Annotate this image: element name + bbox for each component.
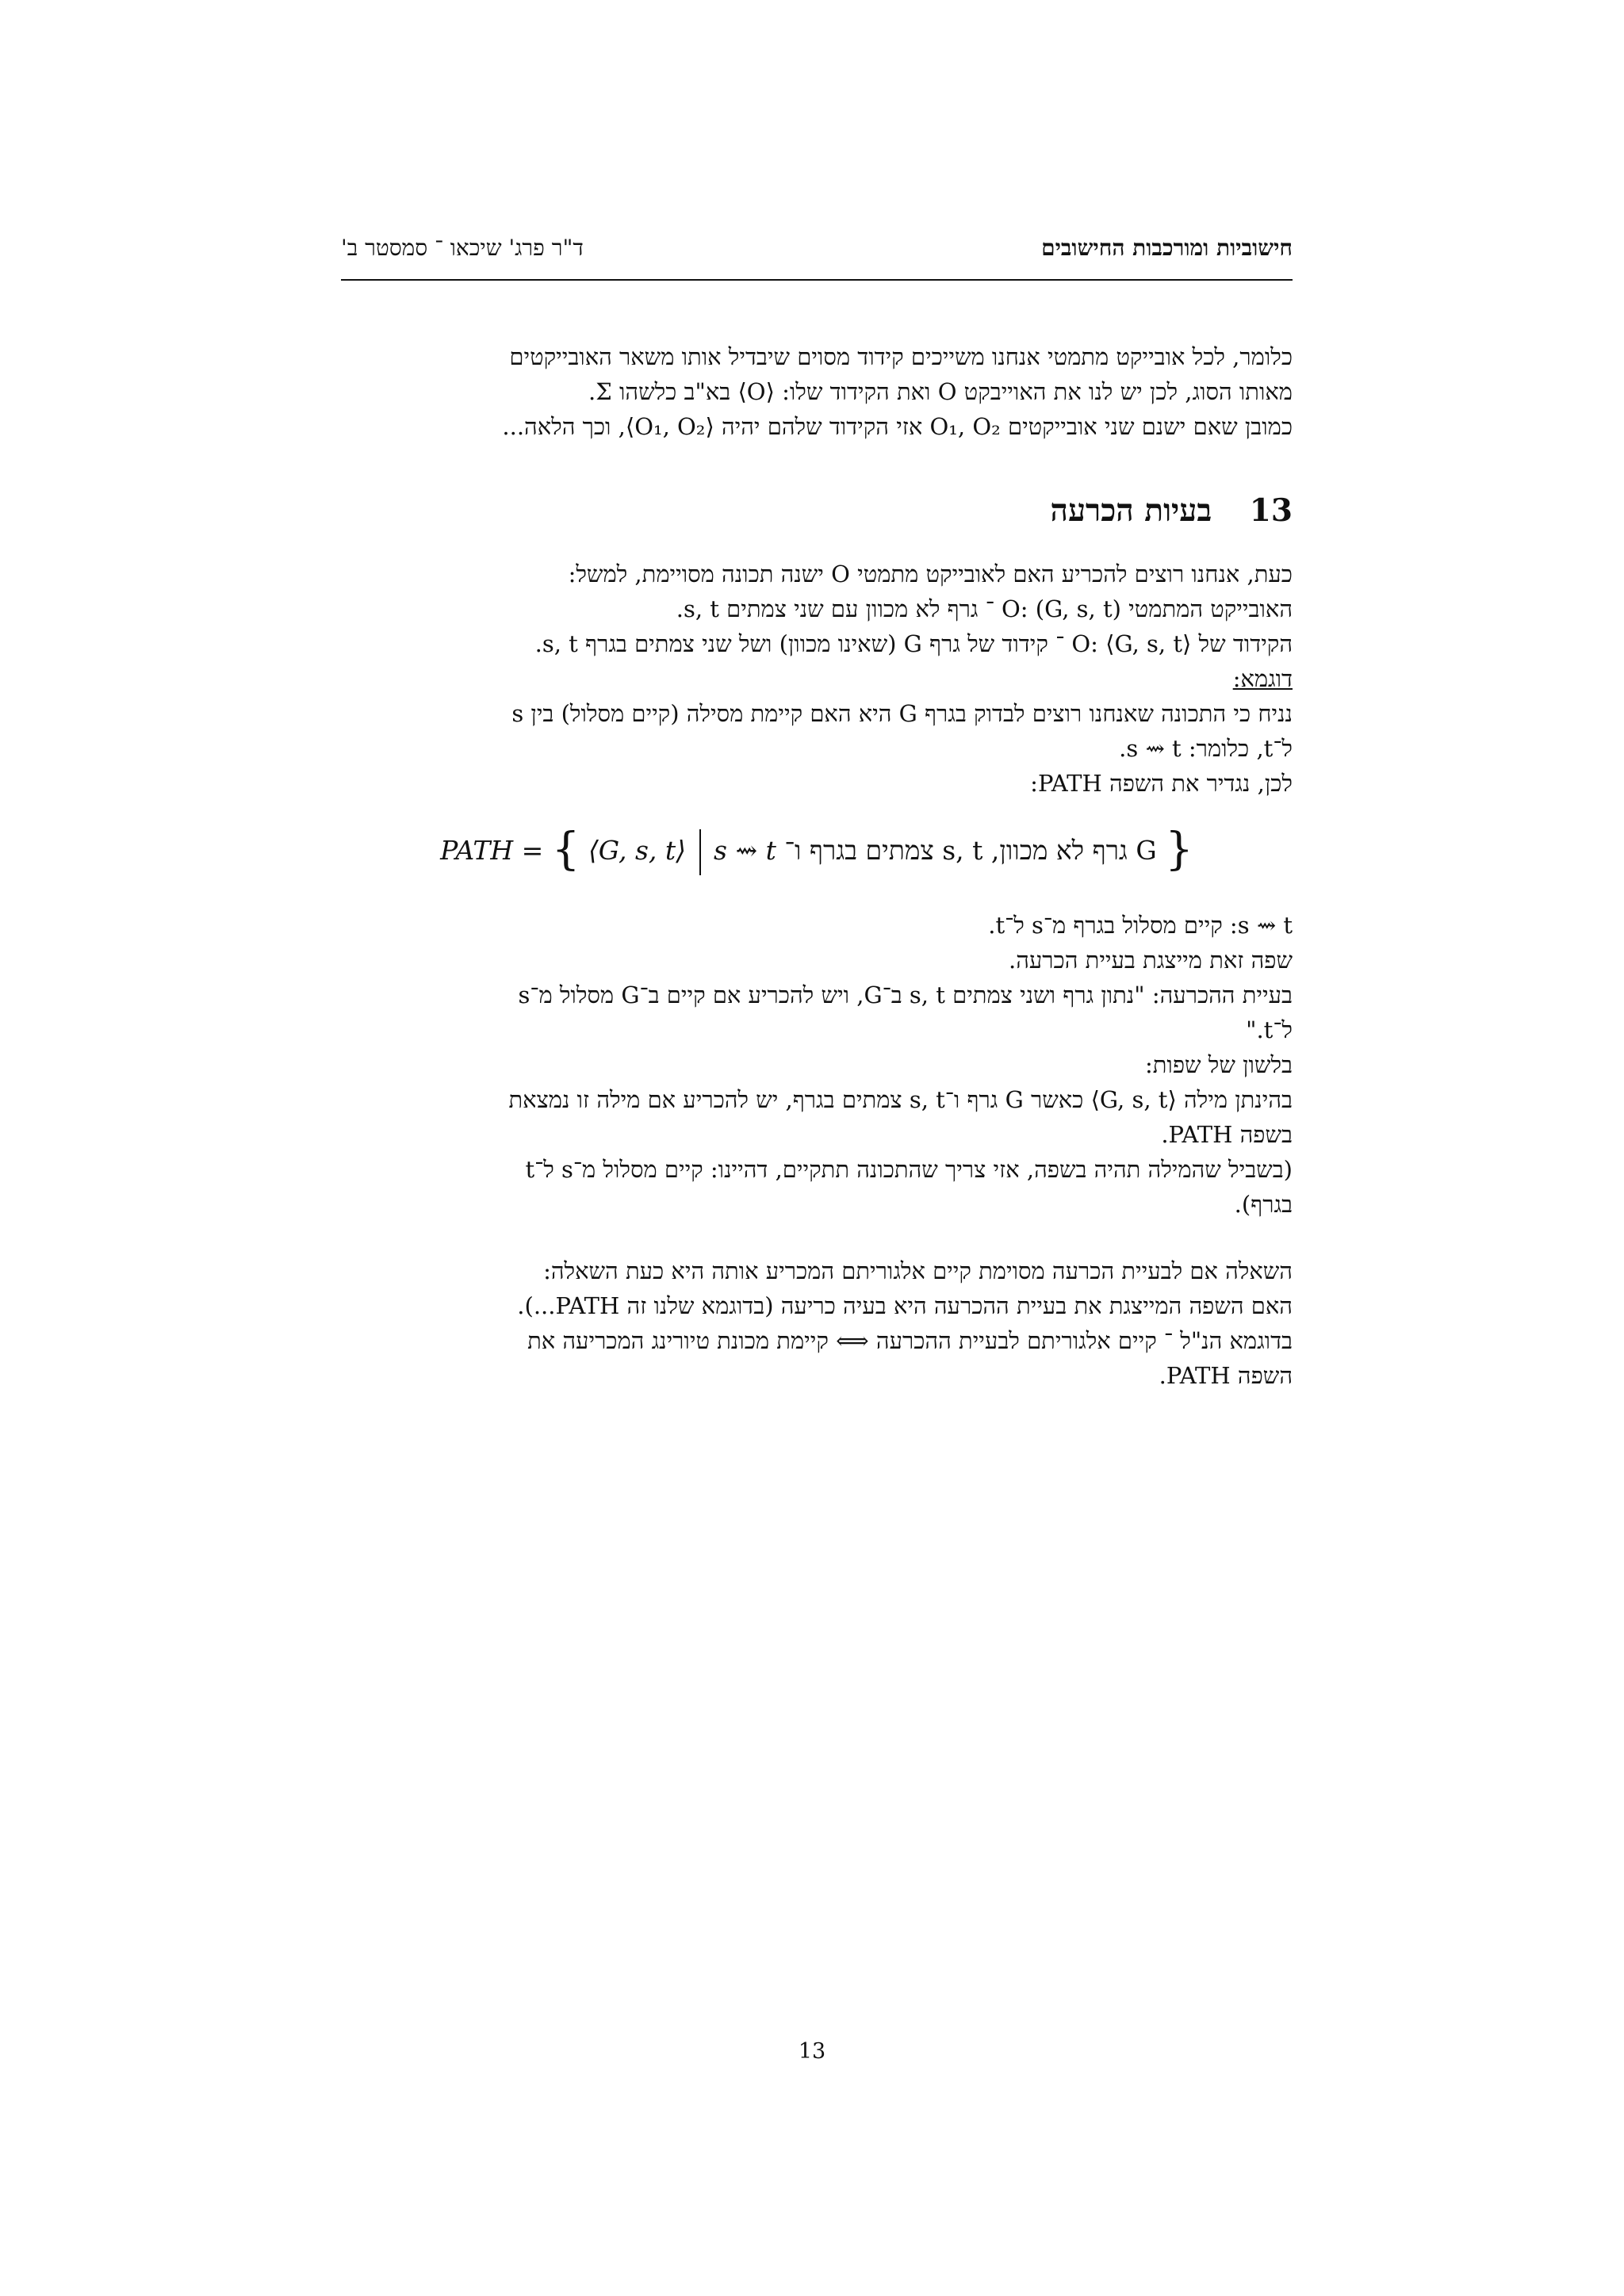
page-number: 13 [798, 2039, 826, 2064]
course-title: חישוביות ומורכבות החישובים [1041, 235, 1293, 261]
text-line: ל־t." [1246, 1016, 1293, 1043]
equation-close-brace: } [1165, 824, 1193, 875]
section-number: 13 [1249, 492, 1293, 529]
text-line: בשפה PATH. [1161, 1121, 1293, 1148]
text-line: הקידוד של O: ⟨G, s, t⟩ ־ קידוד של גרף G (שאינו מכוון) ושל שני צמתים בגרף s, t. [534, 630, 1293, 657]
text-line: s ⇝ t: קיים מסלול בגרף מ־s ל־t. [988, 912, 1293, 939]
text-line: בהינתן מילה ⟨G, s, t⟩ כאשר G גרף ו־s, t צמתים בגרף, יש להכריע אם מילה זו נמצאת [508, 1086, 1293, 1113]
equation-lhs: PATH = [440, 835, 552, 866]
explanation-paragraph [341, 908, 1293, 1222]
equation-separator [699, 829, 701, 875]
section-title: בעיות הכרעה [1050, 492, 1212, 529]
text-line: האובייקט המתמטי O: (G, s, t) ־ גרף לא מכוון עם שני צמתים s, t. [676, 595, 1293, 622]
page-content [341, 339, 1293, 1393]
text-line: בלשון של שפות: [1144, 1051, 1293, 1078]
text-line: (בשביל שהמילה תהיה בשפה, אזי צריך שהתכונה תתקיים, דהיינו: קיים מסלול מ־s ל־t [525, 1156, 1293, 1183]
path-definition-equation [341, 825, 1293, 876]
equation-open-brace: { [551, 824, 580, 875]
body-paragraph [341, 557, 1293, 801]
text-line: האם השפה המייצגת את בעיית ההכרעה היא בעיה כריעה (בדוגמא שלנו זה PATH...). [517, 1292, 1293, 1319]
text-line: כלומר, לכל אובייקט מתמטי אנחנו משייכים קידוד מסוים שיבדיל אותו משאר האובייקטים [509, 343, 1293, 370]
text-line: נניח כי התכונה שאנחנו רוצים לבדוק בגרף G היא האם קיימת מסילה (קיים מסלול) בין s [511, 700, 1293, 727]
text-line: בגרף). [1234, 1191, 1293, 1218]
text-line: כעת, אנחנו רוצים להכריע האם לאובייקט מתמטי O ישנה תכונה מסויימת, למשל: [568, 561, 1293, 587]
equation-description: G גרף לא מכוון, s, t צמתים בגרף ו־ [784, 835, 1157, 866]
intro-paragraph [341, 339, 1293, 444]
lecturer-semester: ד"ר פרג' שיכאו ־ סמסטר ב' [341, 235, 584, 261]
text-line: השאלה אם לבעיית הכרעה מסוימת קיים אלגוריתם המכריע אותה היא כעת השאלה: [543, 1257, 1293, 1284]
header-rule [341, 279, 1293, 281]
text-line: בעיית ההכרעה: "נתון גרף ושני צמתים s, t ב־G, ויש להכריע אם קיים ב־G מסלול מ־s [518, 982, 1293, 1008]
text-line: לכן, נגדיר את השפה PATH: [1030, 770, 1293, 797]
page-header [341, 235, 1293, 266]
equation-tuple: ⟨G, s, t⟩ [588, 835, 687, 866]
text-line: השפה PATH. [1159, 1362, 1293, 1389]
text-line: בדוגמא הנ"ל ־ קיים אלגוריתם לבעיית ההכרעה ⟺ קיימת מכונת טיורינג המכריעה את [527, 1327, 1293, 1354]
equation-condition: s ⇝ t [714, 835, 776, 866]
text-line: מאותו הסוג, לכן יש לנו את האוייבקט O ואת הקידוד שלו: ⟨O⟩ בא"ב כלשהו Σ. [588, 378, 1293, 405]
closing-paragraph [341, 1253, 1293, 1393]
text-line: שפה זאת מייצגת בעיית הכרעה. [1009, 947, 1293, 974]
example-label: דוגמא: [1232, 665, 1293, 692]
section-heading [341, 488, 1293, 533]
text-line: ל־t, כלומר: s ⇝ t. [1119, 735, 1293, 762]
text-line: כמובן שאם ישנם שני אובייקטים O₁, O₂ אזי הקידוד שלהם יהיה ⟨O₁, O₂⟩, וכך הלאה... [502, 413, 1293, 440]
